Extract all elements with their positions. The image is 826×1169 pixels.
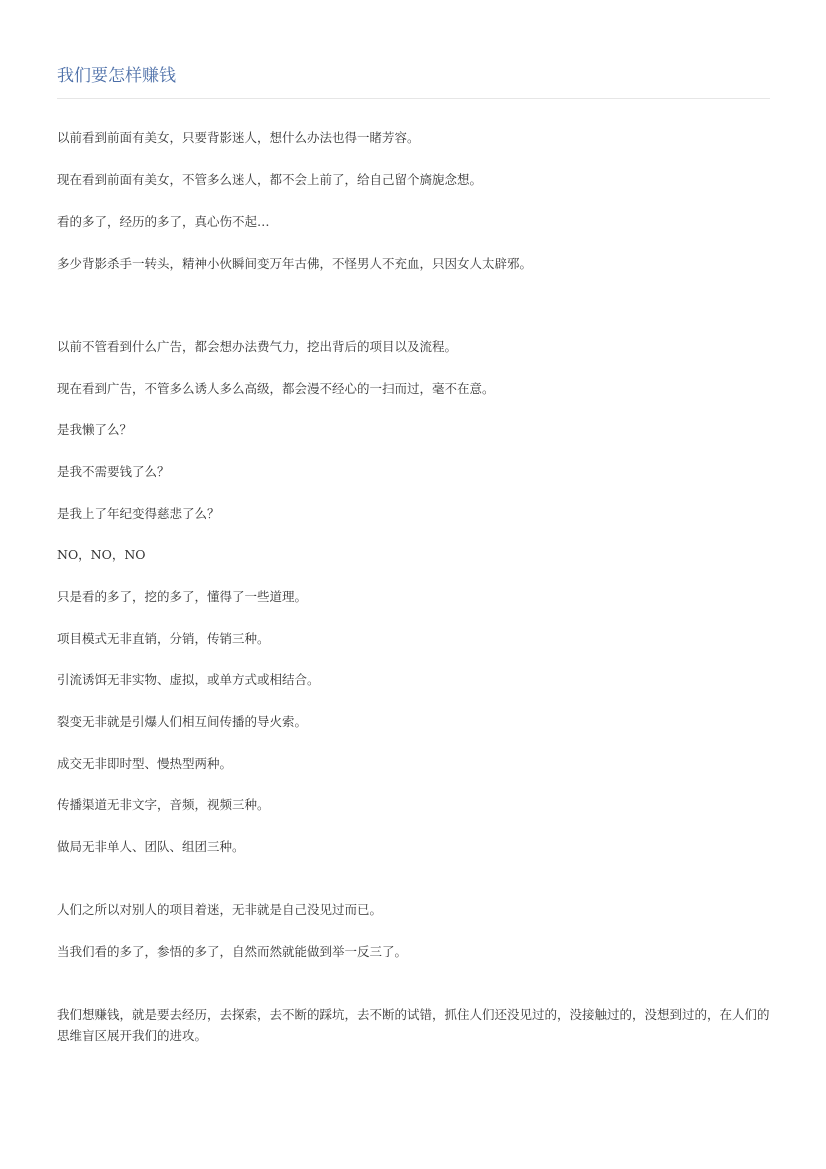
paragraph: 裂变无非就是引爆人们相互间传播的导火索。	[57, 714, 308, 729]
paragraph: 以前不管看到什么广告，都会想办法费气力，挖出背后的项目以及流程。	[57, 339, 458, 354]
paragraph: 是我上了年纪变得慈悲了么？	[57, 506, 220, 521]
paragraph: NO，NO，NO	[57, 547, 146, 562]
article-title: 我们要怎样赚钱	[57, 66, 176, 86]
paragraph: 传播渠道无非文字，音频，视频三种。	[57, 797, 270, 812]
paragraph: 是我不需要钱了么？	[57, 464, 170, 479]
paragraph: 以前看到前面有美女，只要背影迷人，想什么办法也得一睹芳容。	[57, 130, 420, 145]
paragraph: 现在看到广告，不管多么诱人多么高级，都会漫不经心的一扫而过，毫不在意。	[57, 381, 495, 396]
paragraph: 项目模式无非直销，分销，传销三种。	[57, 631, 270, 646]
paragraph: 只是看的多了，挖的多了，懂得了一些道理。	[57, 589, 308, 604]
paragraph: 是我懒了么？	[57, 422, 133, 437]
paragraph: 现在看到前面有美女，不管多么迷人，都不会上前了，给自己留个旖旎念想。	[57, 172, 483, 187]
paragraph: 做局无非单人、团队、组团三种。	[57, 839, 245, 854]
paragraph: 当我们看的多了，参悟的多了，自然而然就能做到举一反三了。	[57, 944, 408, 959]
title-divider	[57, 98, 770, 99]
paragraph: 看的多了，经历的多了，真心伤不起…	[57, 214, 270, 229]
paragraph: 引流诱饵无非实物、虚拟，或单方式或相结合。	[57, 672, 320, 687]
paragraph: 成交无非即时型、慢热型两种。	[57, 756, 233, 771]
paragraph: 我们想赚钱，就是要去经历，去探索，去不断的踩坑，去不断的试错，抓住人们还没见过的，没接触过的，没想到过的，在人们的思维盲区展开我们的进攻。	[57, 1007, 770, 1043]
paragraph: 人们之所以对别人的项目着迷，无非就是自己没见过而已。	[57, 902, 383, 917]
paragraph: 多少背影杀手一转头，精神小伙瞬间变万年古佛，不怪男人不充血，只因女人太辟邪。	[57, 256, 533, 271]
